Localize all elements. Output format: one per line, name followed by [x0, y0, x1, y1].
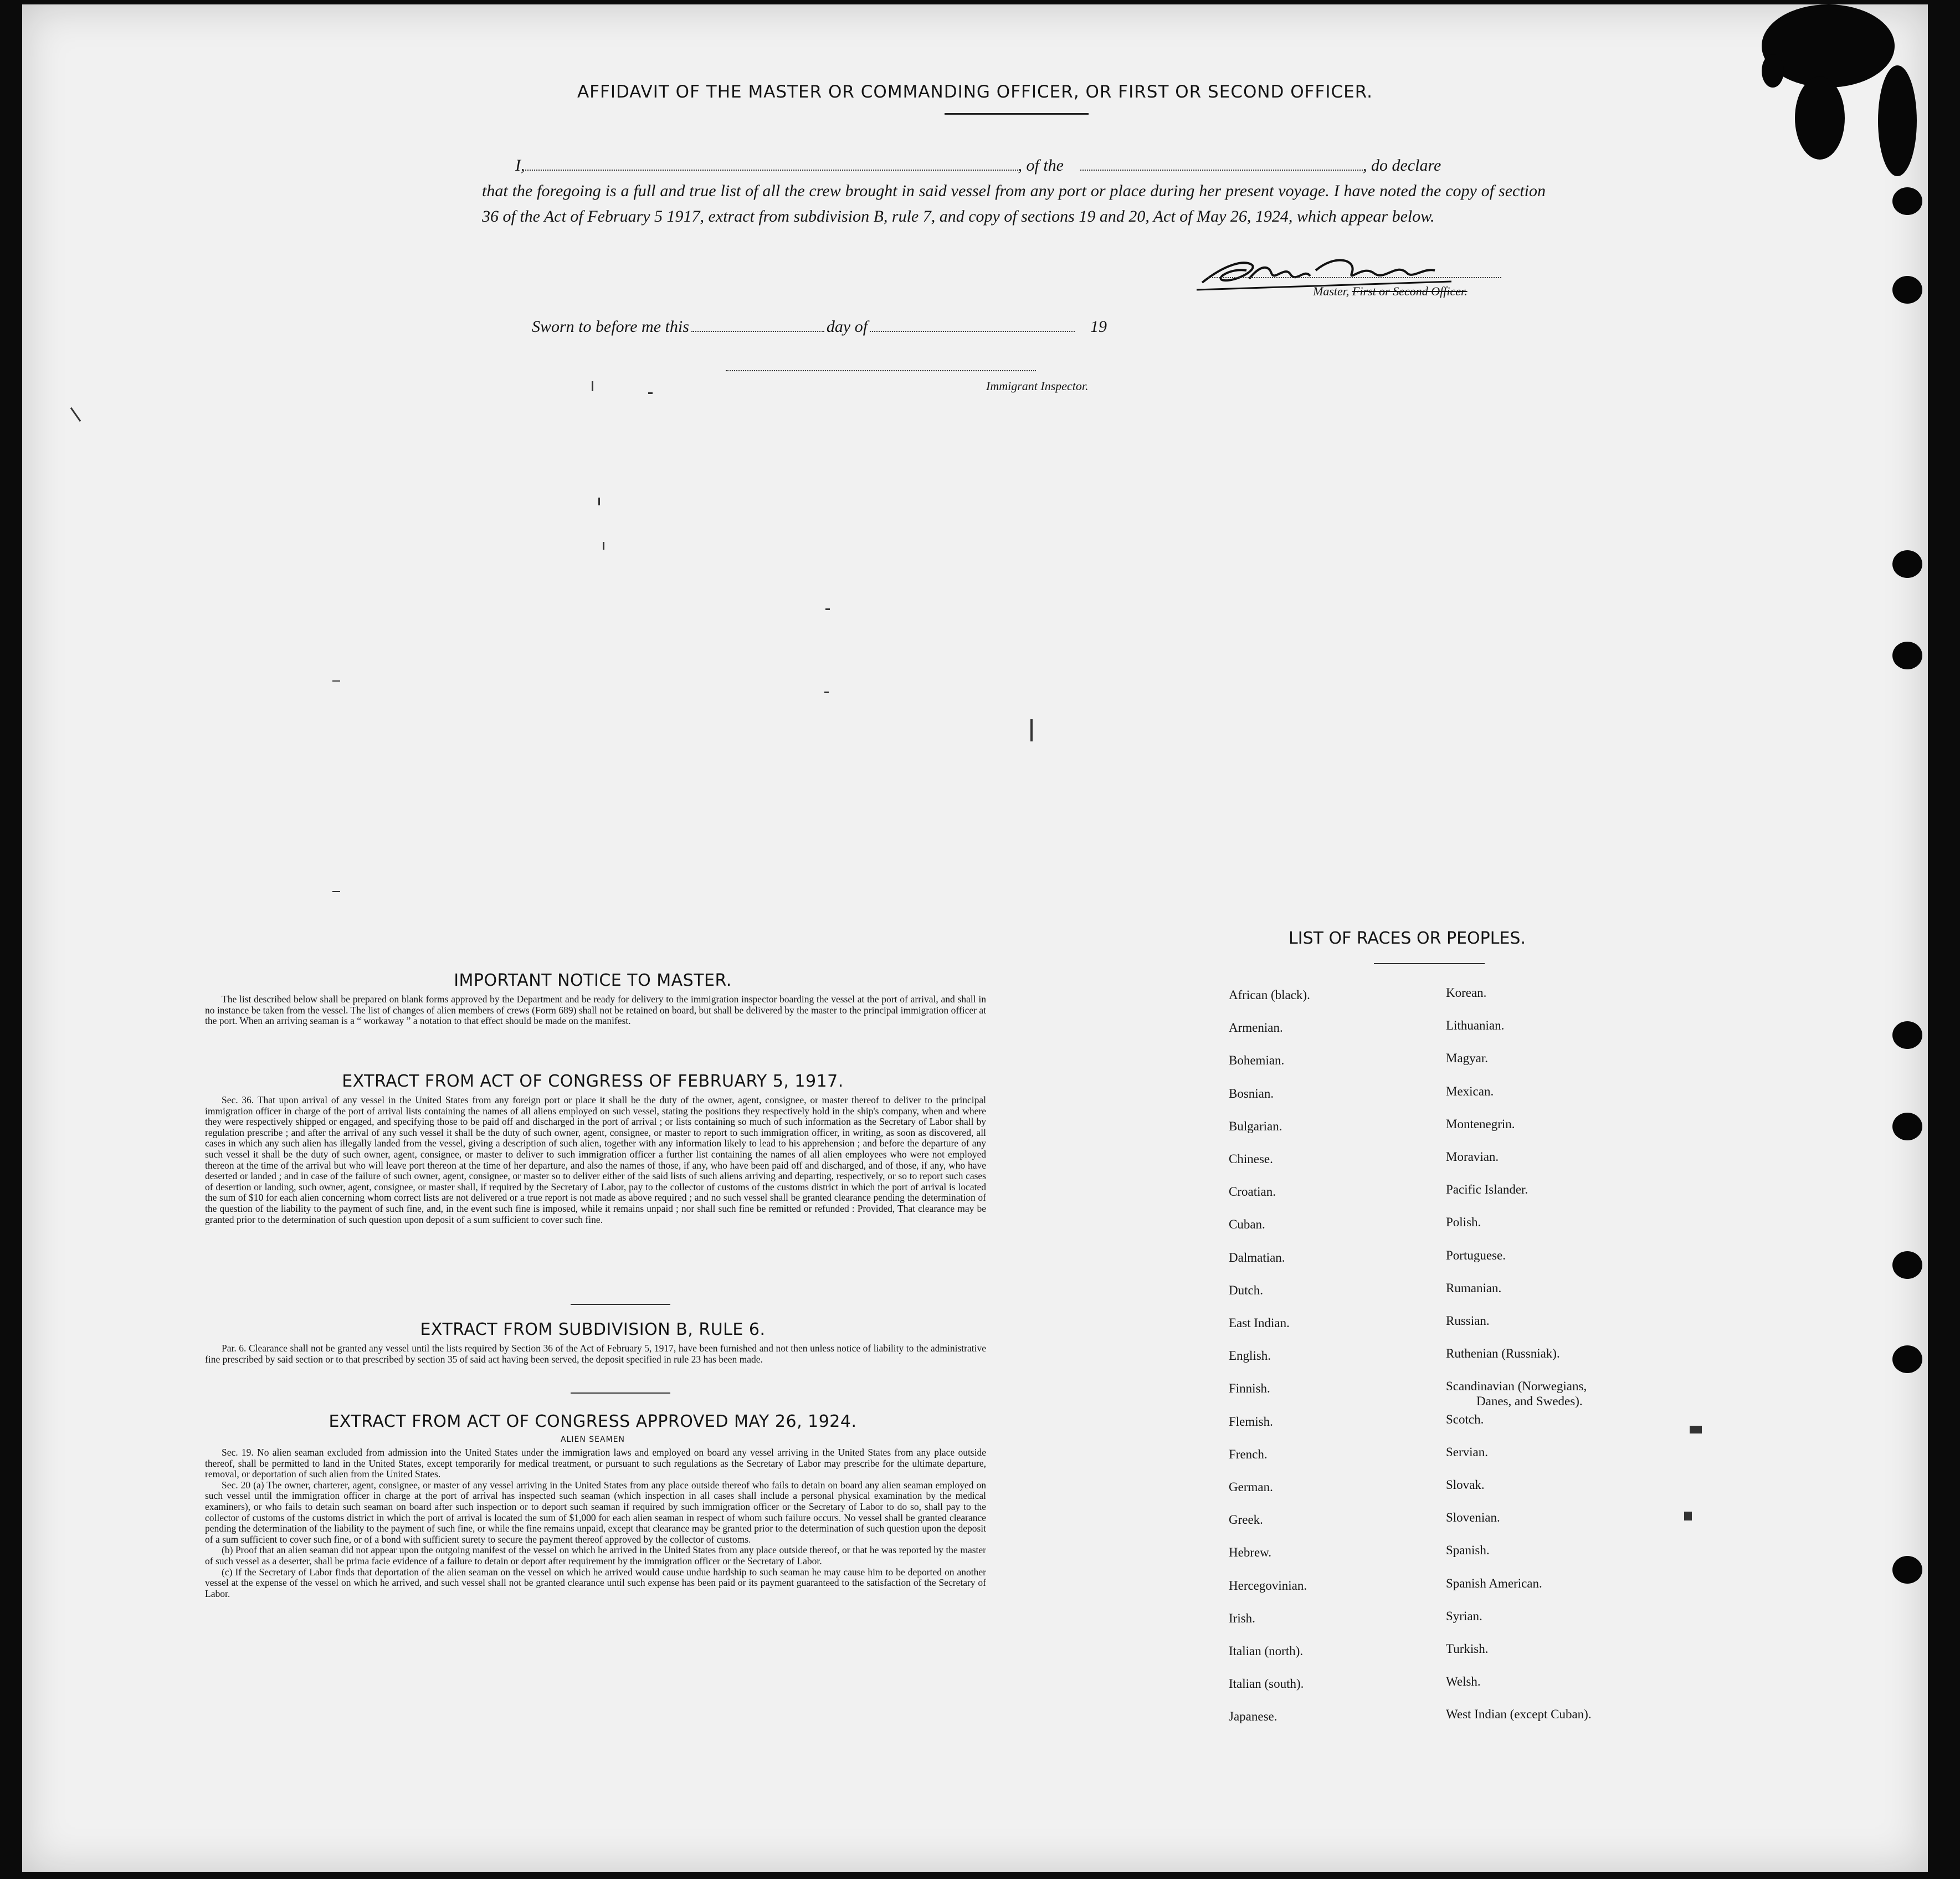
speck [603, 542, 604, 550]
race-item: Rumanian. [1446, 1281, 1502, 1295]
races-title: LIST OF RACES OR PEOPLES. [1289, 929, 1526, 948]
speck [70, 407, 81, 422]
inspector-signature-line [726, 370, 1036, 371]
notice-text [205, 994, 986, 1027]
speck [1684, 1512, 1692, 1520]
race-item: German. [1229, 1480, 1273, 1494]
race-item: Ruthenian (Russniak). [1446, 1346, 1560, 1361]
race-item: English. [1229, 1349, 1271, 1363]
affidavit-body: that the foregoing is a full and true list of all the crew brought in said vessel from any port or place during her present voyage. I have noted the copy of section 36 of the Act of February 5 1917, extract from subdivision B, rule 7, and copy of sections 19 and 20, Act of May 26, 1924, which appear below. [482, 182, 1546, 226]
race-item: Polish. [1446, 1215, 1481, 1230]
rule-6-title: EXTRACT FROM SUBDIVISION B, RULE 6. [420, 1320, 766, 1339]
punch-hole [1892, 1556, 1922, 1584]
section-20c-paragraph: (c) If the Secretary of Labor finds that deportation of the alien seaman on the vessel on which he arrived would cause undue hardship to such seaman he may cause him to be deported on another vessel at the expense of the vessel on which he arrived, and such vessel shall not be granted clearance until such expense has been paid or its payment guaranteed to the satisfaction of the Secretary of Labor. [205, 1566, 986, 1599]
speck [592, 381, 593, 391]
master-title [1313, 284, 1468, 299]
race-item: Syrian. [1446, 1609, 1482, 1623]
speck [1030, 719, 1033, 741]
race-item: Bosnian. [1229, 1086, 1274, 1100]
race-item: African (black). [1229, 988, 1310, 1002]
section-19-paragraph: Sec. 19. No alien seaman excluded from admission into the United States under the immigration laws and employed on board any vessel arriving in the United States from any place outside thereof, shall be permitted to land in the United States, except temporarily for medical treatment, or pursuant to such regulations as the Secretary of Labor may prescribe for the ultimate departure, removal, or deportation of such alien from the United States. [205, 1447, 986, 1480]
race-item: French. [1229, 1447, 1268, 1461]
alien-seamen-subtitle: ALIEN SEAMEN [561, 1435, 625, 1444]
race-item: Magyar. [1446, 1051, 1489, 1066]
extract-1924-text [205, 1447, 986, 1599]
race-item: East Indian. [1229, 1316, 1290, 1330]
declarant-label: I, [515, 156, 525, 175]
title-rule [945, 113, 1089, 115]
speck [824, 692, 829, 693]
race-item: Lithuanian. [1446, 1018, 1505, 1033]
section-20b-paragraph: (b) Proof that an alien seaman did not appear upon the outgoing manifest of the vessel on which he arrived in the United States from any place outside thereof, or that he was reported by the master of such vessel as a deserter, shall be prima facie evidence of a failure to detain or deport after requirement by the immigration officer or the Secretary of Labor. [205, 1544, 986, 1566]
sworn-line [532, 318, 1107, 336]
signature-line [1208, 277, 1501, 278]
race-item: Korean. [1446, 986, 1487, 1000]
sworn-date-blank [691, 319, 824, 332]
punch-hole [1892, 642, 1922, 669]
race-item: Scandinavian (Norwegians, [1446, 1379, 1587, 1394]
sworn-day-label: day of [826, 318, 868, 336]
race-item: Chinese. [1229, 1152, 1273, 1166]
race-item: Greek. [1229, 1513, 1263, 1527]
extract-1917-title: EXTRACT FROM ACT OF CONGRESS OF FEBRUARY 5, 1917. [342, 1072, 844, 1091]
race-item: Slovenian. [1446, 1511, 1500, 1525]
declare-label: , do declare [1363, 156, 1441, 175]
affidavit-title: AFFIDAVIT OF THE MASTER OR COMMANDING OFFICER, OR FIRST OR SECOND OFFICER. [577, 82, 1373, 102]
race-item: Irish. [1229, 1611, 1255, 1625]
race-item: Spanish American. [1446, 1576, 1542, 1590]
race-item: Dutch. [1229, 1283, 1263, 1297]
speck [825, 608, 830, 610]
race-item: Dalmatian. [1229, 1250, 1285, 1264]
section-36-paragraph: Sec. 36. That upon arrival of any vessel in the United States from any foreign port or place it shall be the duty of the owner, agent, consignee, or master thereof to deliver to the principal immigration officer in charge of the port of arrival lists containing the names of all aliens employed on such vessel, stating the positions they respectively hold in the ship's company, when and where they were respectively shipped or engaged, and specifying those to be paid off and discharged in the port of arrival ; or lists containing so much of such information as the Secretary of Labor shall by regulation prescribe ; and after the arrival of any such vessel it shall be the duty of such owner, agent, consignee, or master to report to such immigration officer, in writing, as soon as discovered, all cases in which any such alien has illegally landed from the vessel, giving a description of such alien, together with any information likely to lead to his apprehension ; and before the departure of any such vessel it shall be the duty of such owner, agent, consignee, or master to deliver to such immigration officer a further list containing the names of all alien employees who were not employed thereon at the time of the arrival but who will leave port thereon at the time of her departure, and also the names of those, if any, who have been paid off and discharged, and of those, if any, who have deserted or landed ; and in case of the failure of such owner, agent, consignee, or master so to deliver either of the said lists of such aliens arriving and departing, respectively, or so to report such cases of desertion or landing, such owner, agent, consignee, or master shall, if required by the Secretary of Labor, pay to the collector of customs of the customs district in which the port of arrival is located the sum of $10 for each alien concerning whom correct lists are not delivered or a true report is not made as above required ; and no such vessel shall be granted clearance pending the determination of the question of the liability to the payment of such fine, and, in the event such fine is imposed, while it remains unpaid ; nor shall such fine be remitted or refunded : Provided, That clearance may be granted prior to the determination of such question upon deposit of a sum sufficient to cover such fine. [205, 1094, 986, 1225]
race-item: Cuban. [1229, 1217, 1265, 1232]
race-item: Servian. [1446, 1445, 1489, 1459]
speck [1690, 1426, 1702, 1433]
race-item: Flemish. [1229, 1414, 1273, 1429]
officer-label-struck: First or Second Officer. [1352, 284, 1468, 298]
affidavit-declaration [482, 153, 1546, 229]
race-item: Italian (south). [1229, 1677, 1304, 1691]
punch-hole [1892, 1251, 1922, 1279]
race-item: Bohemian. [1229, 1053, 1285, 1068]
section-divider [571, 1392, 670, 1394]
sworn-prefix: Sworn to before me this [532, 318, 689, 336]
race-item: Russian. [1446, 1314, 1490, 1328]
master-label: Master, [1313, 284, 1350, 298]
race-item: Mexican. [1446, 1084, 1494, 1098]
speck [332, 891, 340, 892]
punch-hole [1892, 550, 1922, 578]
race-item: Scotch. [1446, 1412, 1484, 1426]
race-item: Hebrew. [1229, 1545, 1272, 1560]
race-item: Bulgarian. [1229, 1119, 1282, 1133]
document-sheet [22, 4, 1928, 1872]
speck [598, 498, 600, 505]
speck [648, 392, 653, 394]
section-20a-paragraph: Sec. 20 (a) The owner, charterer, agent, consignee, or master of any vessel arriving in the United States from any place outside thereof who fails to detain on board any alien seaman employed on such vessel until the immigration officer in charge at the port of arrival has inspected such seaman (which inspection in all cases shall include a personal physical examination by the medical examiners), or who fails to detain such seaman on board after such inspection or to deport such seaman if required by such immigration officer or the Secretary of Labor to do so, shall pay to the collector of customs of the customs district in which the port of arrival is located the sum of $1,000 for each alien seaman in respect of whom such failure occurs. No vessel shall be granted clearance pending the determination of the liability to the payment of such fine, or while the fine remains unpaid, except that clearance may be granted prior to the determination of such question upon the deposit of a sum sufficient to cover such fine, or of a bond with sufficient surety to secure the payment thereof approved by the collector of customs. [205, 1479, 986, 1545]
rule-6-text [205, 1343, 986, 1365]
race-item: Portuguese. [1446, 1248, 1506, 1262]
race-item: Moravian. [1446, 1150, 1499, 1164]
section-divider [571, 1304, 670, 1305]
race-item: Montenegrin. [1446, 1117, 1515, 1131]
extract-1917-text [205, 1095, 986, 1225]
notice-title: IMPORTANT NOTICE TO MASTER. [454, 971, 732, 990]
declarant-name-blank [525, 157, 1018, 171]
speck [332, 680, 340, 682]
race-item: Hercegovinian. [1229, 1578, 1307, 1593]
race-item: Croatian. [1229, 1185, 1276, 1199]
rule-6-paragraph: Par. 6. Clearance shall not be granted any vessel until the lists required by Section 36 of the Act of February 5, 1917, have been furnished and not then unless notice of liability to the administrative fine prescribed by said section or to that prescribed by section 35 of said act having been served, the deposit specified in rule 23 has been made. [205, 1343, 986, 1365]
inspector-label: Immigrant Inspector. [986, 379, 1089, 393]
punch-hole [1892, 1345, 1922, 1373]
race-item: Italian (north). [1229, 1644, 1304, 1658]
race-item: Welsh. [1446, 1675, 1481, 1689]
race-item: Finnish. [1229, 1381, 1270, 1396]
sworn-month-blank [870, 319, 1075, 332]
race-item: Pacific Islander. [1446, 1182, 1528, 1197]
punch-hole [1892, 1021, 1922, 1049]
race-item: Spanish. [1446, 1543, 1490, 1558]
races-title-rule [1374, 963, 1485, 964]
race-item: Slovak. [1446, 1478, 1485, 1492]
punch-hole [1892, 276, 1922, 304]
race-item: Armenian. [1229, 1021, 1283, 1035]
race-item: Japanese. [1229, 1709, 1277, 1724]
of-label: , of the [1018, 156, 1064, 175]
notice-paragraph: The list described below shall be prepared on blank forms approved by the Department and be ready for delivery to the immigration inspector boarding the vessel at the port of arrival, and shall in no instance be taken from the vessel. The list of changes of alien members of crews (Form 689) shall not be retained on board, but shall be delivered by the master to the principal immigration officer at the port. When an arriving seaman is a “ workaway ” a notation to that effect should be made on the manifest. [205, 994, 986, 1027]
place-blank [1080, 157, 1363, 171]
race-item-continuation: Danes, and Swedes). [1476, 1394, 1583, 1409]
punch-hole [1892, 187, 1922, 215]
race-item: West Indian (except Cuban). [1446, 1707, 1592, 1722]
race-item: Turkish. [1446, 1642, 1489, 1656]
extract-1924-title: EXTRACT FROM ACT OF CONGRESS APPROVED MAY 26, 1924. [329, 1412, 857, 1431]
sworn-year: 19 [1090, 318, 1107, 336]
punch-hole [1892, 1113, 1922, 1140]
